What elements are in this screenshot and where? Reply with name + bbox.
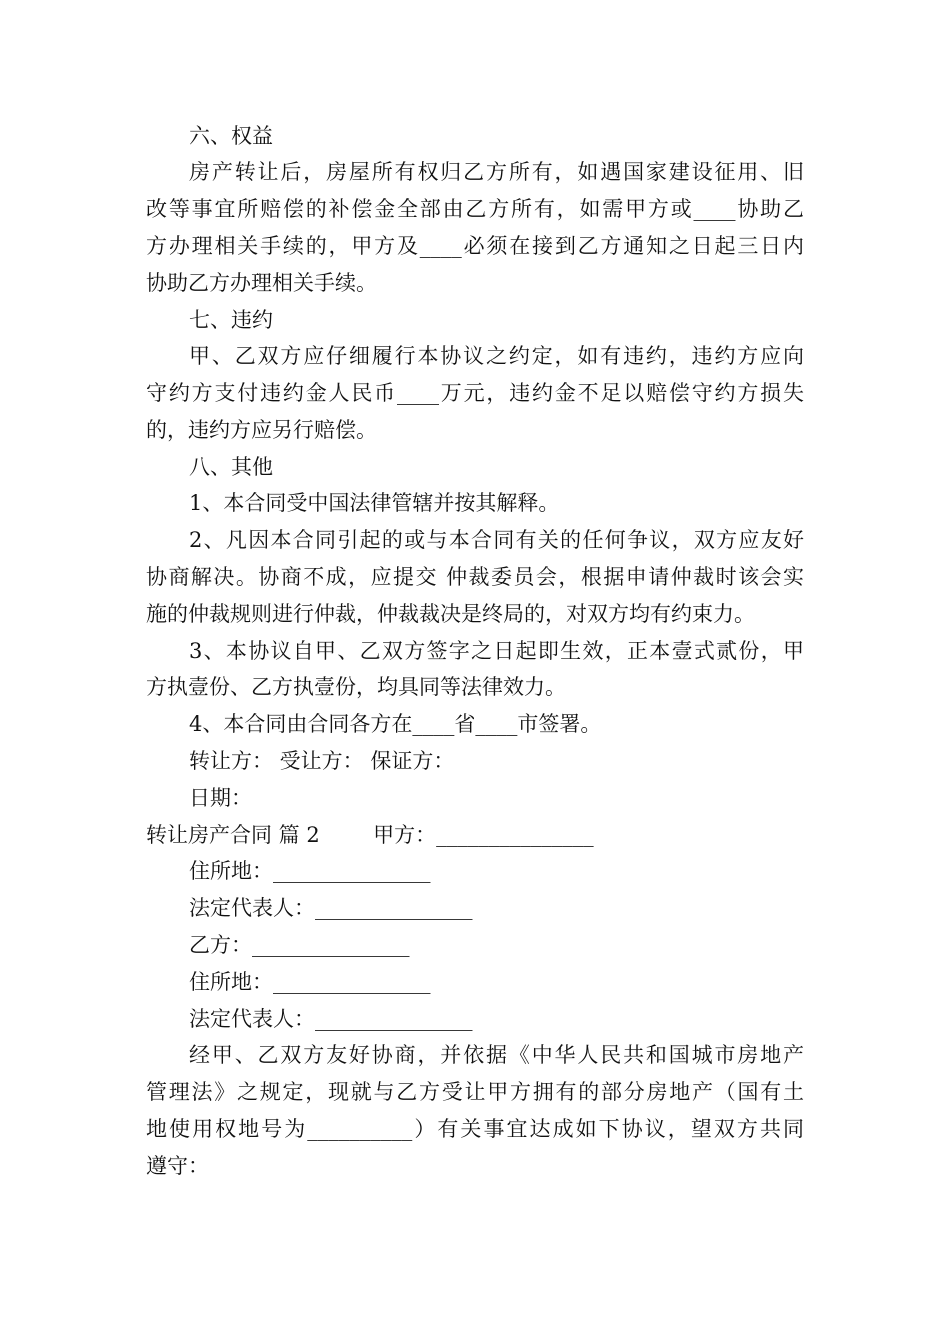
clause-line: 方执壹份、乙方执壹份，均具同等法律效力。 <box>146 675 566 699</box>
contract-title-party-a: 转让房产合同 篇 2 甲方：_______________ <box>146 823 594 847</box>
party-b: 乙方：_______________ <box>189 933 410 957</box>
clause-line: 协商解决。协商不成，应提交 仲裁委员会，根据申请仲裁时该会实 <box>146 565 804 589</box>
preamble-line: 遵守： <box>146 1154 209 1178</box>
preamble-line: 地使用权地号为__________）有关事宜达成如下协议，望双方共同 <box>146 1117 804 1141</box>
paragraph-line: 房产转让后，房屋所有权归乙方所有，如遇国家建设征用、旧 <box>189 160 804 184</box>
section-heading-other: 八、其他 <box>189 455 273 479</box>
party-b-address: 住所地：_______________ <box>189 970 431 994</box>
section-heading-breach: 七、违约 <box>189 308 273 332</box>
party-b-representative: 法定代表人：_______________ <box>189 1007 473 1031</box>
clause-line: 3、本协议自甲、乙双方签字之日起即生效，正本壹式贰份，甲 <box>189 639 804 663</box>
preamble-line: 经甲、乙双方友好协商，并依据《中华人民共和国城市房地产 <box>189 1043 804 1067</box>
party-a-address: 住所地：_______________ <box>189 859 431 883</box>
paragraph-line: 协助乙方办理相关手续。 <box>146 271 377 295</box>
clause-line: 4、本合同由合同各方在____省____市签署。 <box>189 712 602 736</box>
clause-line: 施的仲裁规则进行仲裁，仲裁裁决是终局的，对双方均有约束力。 <box>146 602 755 626</box>
paragraph-line: 的，违约方应另行赔偿。 <box>146 418 377 442</box>
paragraph-line: 守约方支付违约金人民币____万元，违约金不足以赔偿守约方损失 <box>146 381 804 405</box>
clause-line: 1、本合同受中国法律管辖并按其解释。 <box>189 491 560 515</box>
signature-parties: 转让方： 受让方： 保证方： <box>189 749 455 773</box>
paragraph-line: 方办理相关手续的，甲方及____必须在接到乙方通知之日起三日内 <box>146 234 804 258</box>
section-heading-rights: 六、权益 <box>189 124 273 148</box>
paragraph-line: 甲、乙双方应仔细履行本协议之约定，如有违约，违约方应向 <box>189 344 804 368</box>
paragraph-line: 改等事宜所赔偿的补偿金全部由乙方所有，如需甲方或____协助乙 <box>146 197 804 221</box>
signature-date: 日期： <box>189 786 252 810</box>
party-a-representative: 法定代表人：_______________ <box>189 896 473 920</box>
clause-line: 2、凡因本合同引起的或与本合同有关的任何争议，双方应友好 <box>189 528 804 552</box>
preamble-line: 管理法》之规定，现就与乙方受让甲方拥有的部分房地产（国有土 <box>146 1080 804 1104</box>
